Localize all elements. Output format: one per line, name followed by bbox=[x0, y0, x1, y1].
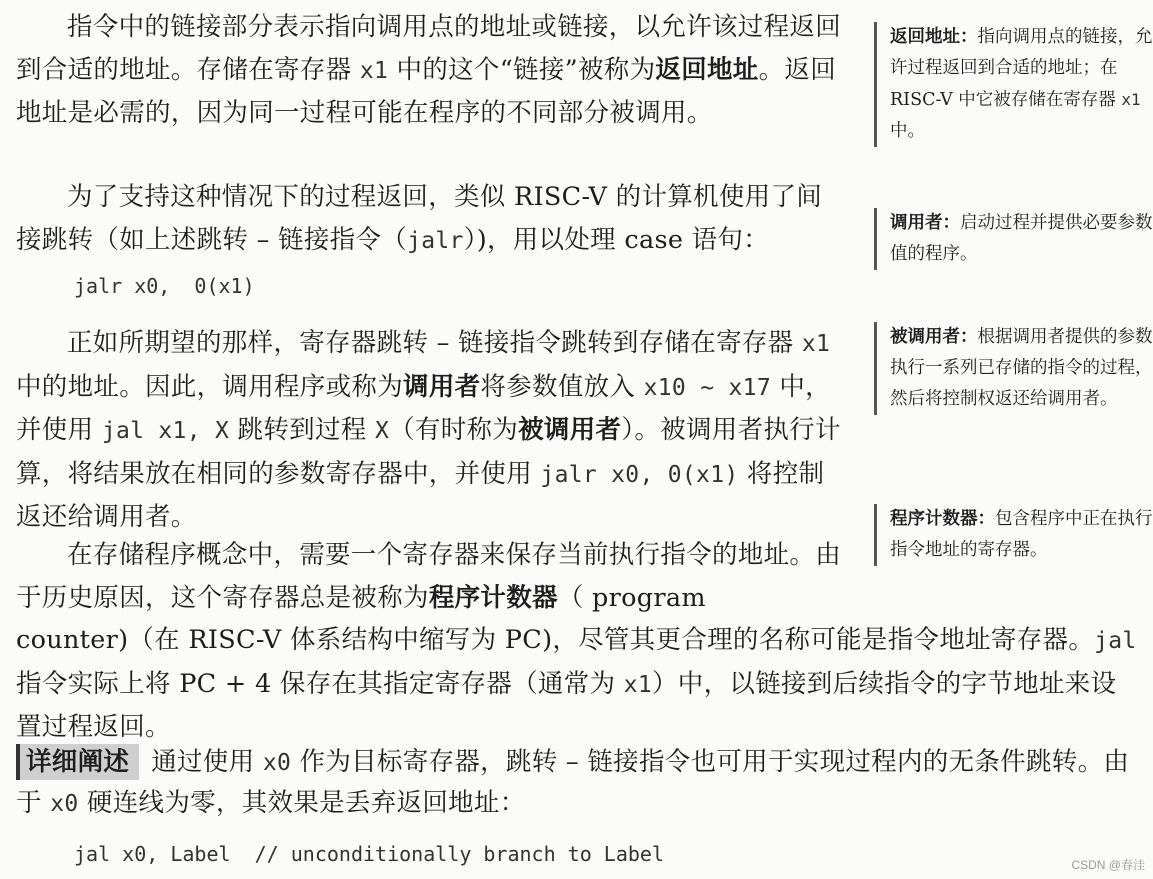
inline-code: X bbox=[374, 418, 390, 445]
note-text: 启动过程并提供必要参数值的程序。 bbox=[890, 213, 1153, 264]
margin-note-caller bbox=[874, 208, 1153, 270]
term-return-address: 返回地址 bbox=[655, 54, 759, 85]
elaboration-paragraph bbox=[16, 742, 1140, 824]
inline-code: x1 bbox=[1121, 90, 1141, 109]
inline-code: jal x1, X bbox=[101, 418, 230, 445]
text: 中的地址。因此，调用程序或称为 bbox=[16, 371, 404, 402]
inline-code: x1 bbox=[359, 57, 389, 84]
paragraph-indirect-jump bbox=[16, 176, 842, 262]
text: 指令实际上将 PC + 4 保存在其指定寄存器（通常为 bbox=[16, 668, 624, 699]
note-term: 返回地址： bbox=[890, 27, 978, 47]
term-program-counter: 程序计数器 bbox=[428, 582, 558, 613]
inline-code: x1 bbox=[623, 671, 652, 698]
text: 中的这个“链接”被称为 bbox=[388, 54, 656, 85]
text: 作为目标寄存器，跳转 – 链接指令也可用于实现过程内的无条件跳转。由于 bbox=[16, 747, 1130, 818]
paragraph-program-counter bbox=[16, 534, 842, 619]
margin-note-return-address bbox=[874, 22, 1153, 147]
note-term: 调用者： bbox=[890, 213, 960, 233]
text: counter)（在 RISC-V 体系结构中缩写为 PC)，尽管其更合理的名称可能是指令地址寄存器。 bbox=[16, 625, 1095, 655]
margin-note-program-counter bbox=[874, 504, 1153, 566]
inline-code: x1 bbox=[801, 331, 831, 357]
term-caller: 调用者 bbox=[403, 371, 481, 402]
note-term: 被调用者： bbox=[890, 327, 978, 347]
text: 硬连线为零，其效果是丢弃返回地址： bbox=[78, 788, 526, 818]
text: 通过使用 bbox=[151, 747, 263, 777]
inline-code: x0 bbox=[50, 791, 79, 817]
note-text: 中。 bbox=[890, 121, 925, 141]
elaboration-tag: 详细阐述 bbox=[16, 744, 139, 780]
text: 将控制返还给调用者。 bbox=[16, 458, 825, 533]
note-text: 指向调用点的链接，允许过程返回到合适的地址；在 RISC-V 中它被存储在寄存器 bbox=[890, 27, 1153, 110]
note-term: 程序计数器： bbox=[890, 509, 995, 529]
text: （ program bbox=[557, 582, 706, 613]
note-text: 根据调用者提供的参数执行一系列已存储的指令的过程，然后将控制权返还给调用者。 bbox=[890, 327, 1153, 409]
code-line-jal: jal x0, Label // unconditionally branch to Label bbox=[74, 842, 665, 866]
paragraph-caller-callee bbox=[16, 322, 842, 539]
text: 将参数值放入 bbox=[480, 371, 644, 402]
text: 。返回地址是必需的，因为同一过程可能在程序的不同部分被调用。 bbox=[16, 54, 836, 129]
watermark: CSDN @春洼 bbox=[1071, 858, 1145, 872]
text: 跳转到过程 bbox=[229, 415, 375, 446]
text: 中，并使用 bbox=[16, 371, 831, 446]
code-line-jalr: jalr x0, 0(x1) bbox=[74, 274, 255, 298]
inline-code: jalr bbox=[407, 227, 464, 254]
term-callee: 被调用者 bbox=[518, 415, 622, 446]
margin-note-callee bbox=[874, 322, 1153, 415]
text: 正如所期望的那样，寄存器跳转 – 链接指令跳转到存储在寄存器 bbox=[67, 328, 802, 358]
text: ）。被调用者执行计算，将结果放在相同的参数寄存器中，并使用 bbox=[16, 415, 841, 489]
text: （有时称为 bbox=[389, 415, 519, 446]
text: ）中，以链接到后续指令的字节地址来设置过程返回。 bbox=[16, 668, 1117, 743]
inline-code: x0 bbox=[262, 750, 292, 776]
text: 指令中的链接部分表示指向调用点的地址或链接，以允许该过程返回到合适的地址。存储在寄存器 bbox=[16, 12, 842, 85]
text: 为了支持这种情况下的过程返回，类似 RISC-V 的计算机使用了间接跳转（如上述跳转 – 链接指令（ bbox=[16, 182, 823, 255]
text: 在存储程序概念中，需要一个寄存器来保存当前执行指令的地址。由于历史原因，这个寄存器总是被称为 bbox=[16, 540, 842, 613]
paragraph-program-counter-continued bbox=[16, 619, 1140, 749]
inline-code: x10 ~ x17 bbox=[643, 374, 771, 401]
text: ）)，用以处理 case 语句： bbox=[463, 224, 770, 255]
inline-code: jal bbox=[1094, 628, 1137, 654]
inline-code: jalr x0, 0(x1) bbox=[540, 461, 739, 488]
note-text: 包含程序中正在执行指令地址的寄存器。 bbox=[890, 509, 1153, 560]
paragraph-return-address bbox=[16, 6, 842, 135]
